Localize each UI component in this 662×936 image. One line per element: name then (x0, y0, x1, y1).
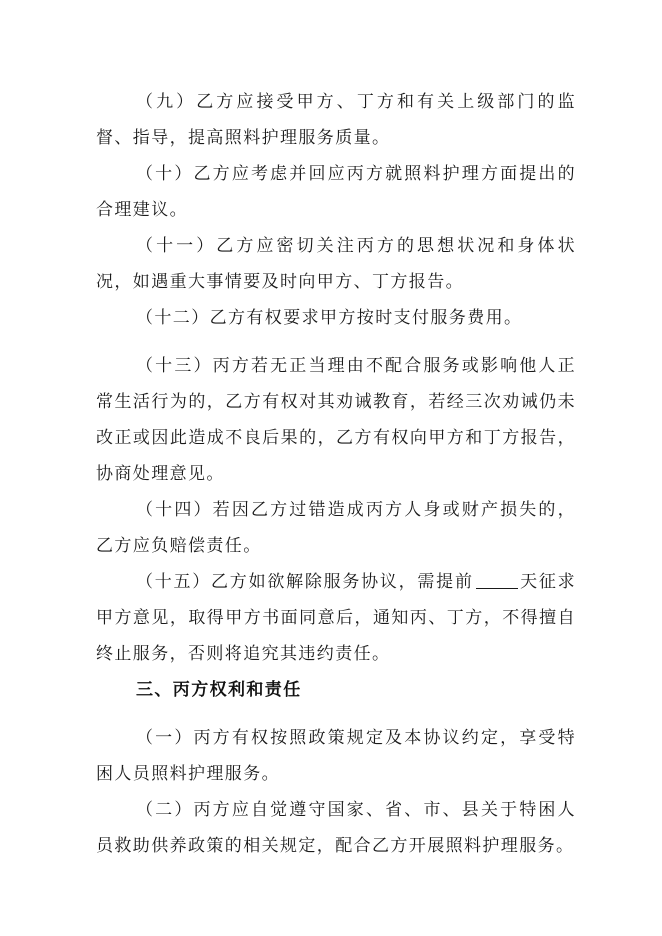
clause-10: （十）乙方应考虑并回应丙方就照料护理方面提出的合理建议。 (96, 164, 576, 220)
clause-13: （十三）丙方若无正当理由不配合服务或影响他人正常生活行为的，乙方有权对其劝诫教育，若经三次劝诫仍未改正或因此造成不良后果的，乙方有权向甲方和丁方报告，协商处理意见。 (96, 356, 576, 484)
clause-15-before-blank: （十五）乙方如欲解除服务协议，需提前 (136, 572, 474, 592)
section-3-clause-2: （二）丙方应自觉遵守国家、省、市、县关于特困人员救助供养政策的相关规定，配合乙方开展照料护理服务。 (96, 800, 576, 856)
section-heading-3: 三、丙方权利和责任 (136, 680, 302, 700)
days-blank-field (476, 570, 518, 589)
clause-15-after-blank: 天征求甲方意见，取得甲方书面同意后，通知丙、丁方，不得擅自终止服务，否则将追究其违约责任。 (96, 572, 577, 664)
section-3-clause-1: （一）丙方有权按照政策规定及本协议约定，享受特困人员照料护理服务。 (96, 728, 576, 784)
clause-14: （十四）若因乙方过错造成丙方人身或财产损失的，乙方应负赔偿责任。 (96, 500, 576, 556)
clause-15 (96, 564, 576, 672)
clause-12: （十二）乙方有权要求甲方按时支付服务费用。 (136, 308, 523, 328)
clause-11: （十一）乙方应密切关注丙方的思想状况和身体状况，如遇重大事情要及时向甲方、丁方报告。 (96, 236, 576, 292)
clause-9: （九）乙方应接受甲方、丁方和有关上级部门的监督、指导，提高照料护理服务质量。 (96, 92, 576, 148)
